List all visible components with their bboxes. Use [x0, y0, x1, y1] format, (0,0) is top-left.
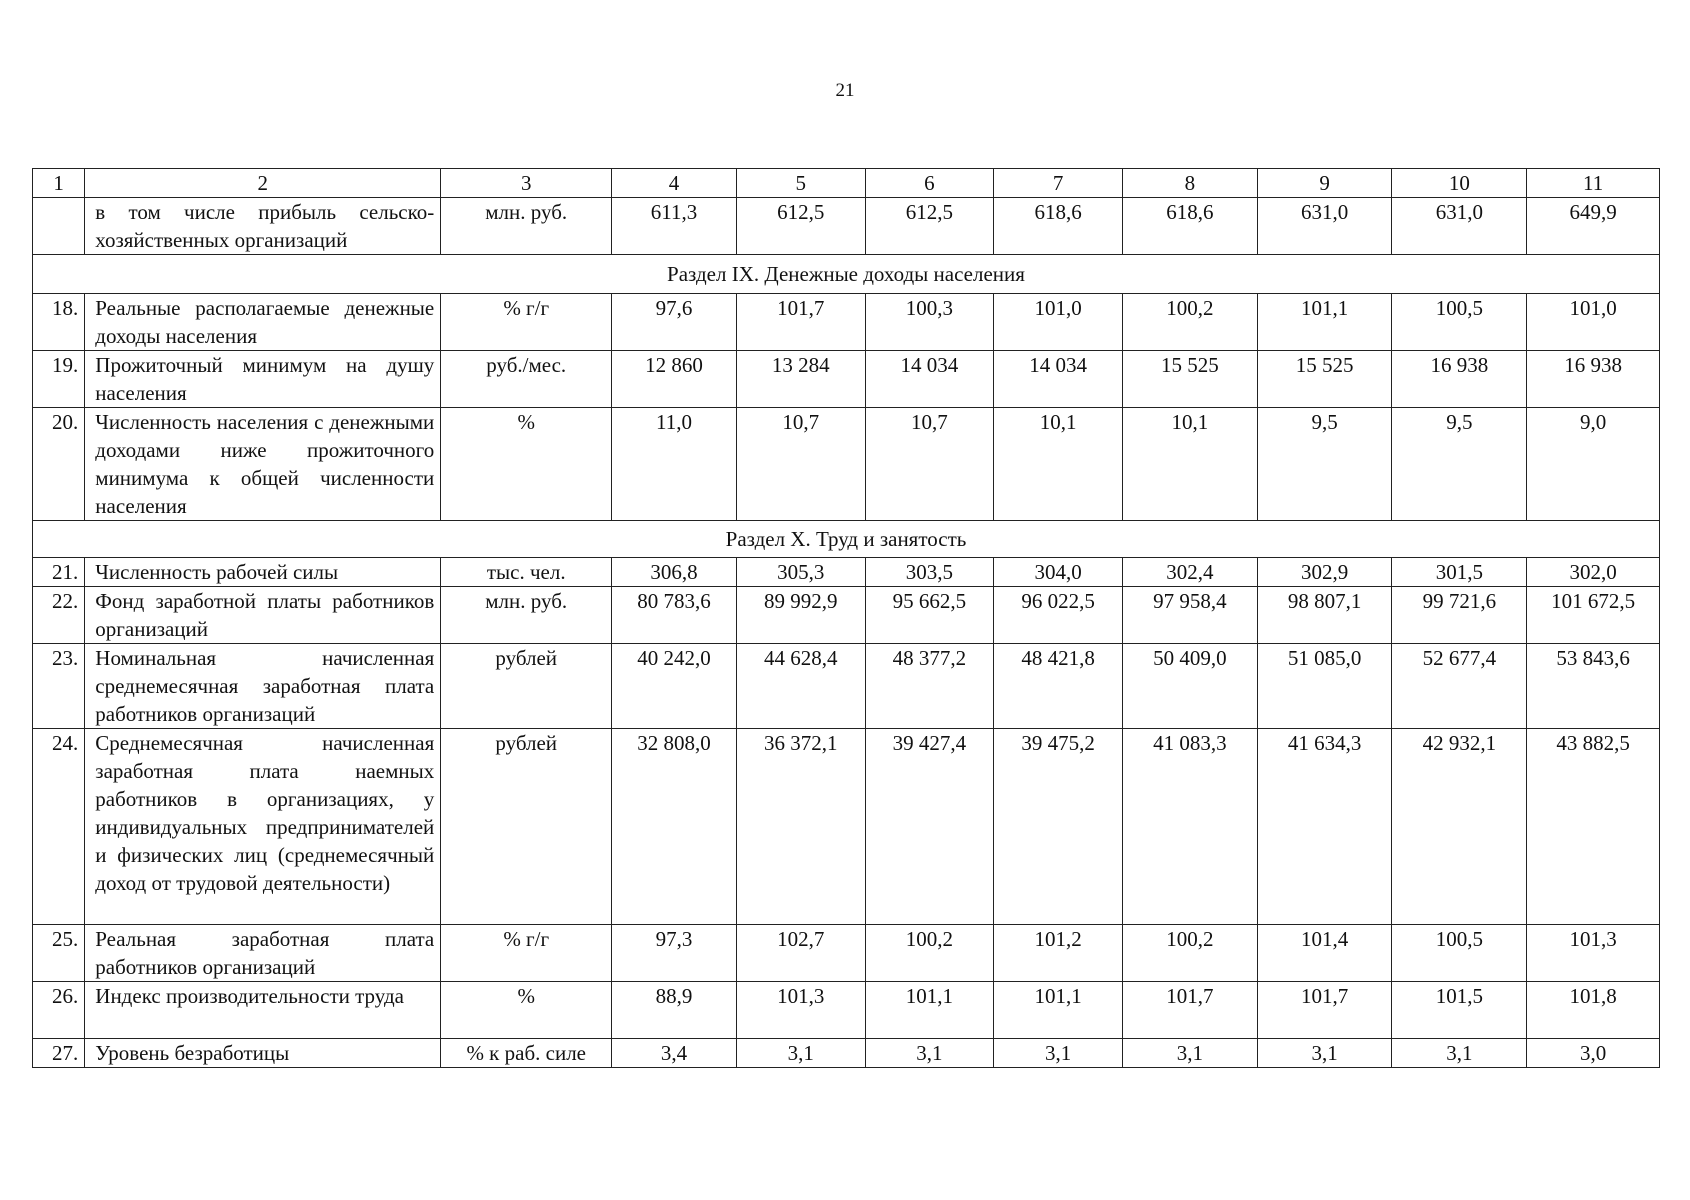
value-cell: 89 992,9	[736, 587, 865, 644]
row-number: 18.	[33, 294, 85, 351]
unit-cell: рублей	[441, 729, 612, 925]
value-cell: 9,0	[1527, 408, 1660, 521]
column-number: 1	[33, 169, 85, 198]
value-cell: 302,9	[1257, 558, 1392, 587]
row-number: 21.	[33, 558, 85, 587]
table-row	[33, 351, 1660, 408]
row-number: 26.	[33, 982, 85, 1039]
indicator-name: Реальная заработная плата работников организаций	[85, 925, 441, 982]
value-cell: 16 938	[1527, 351, 1660, 408]
table-row	[33, 982, 1660, 1039]
value-cell: 101,1	[994, 982, 1123, 1039]
value-cell: 39 475,2	[994, 729, 1123, 925]
value-cell: 9,5	[1392, 408, 1527, 521]
value-cell: 80 783,6	[612, 587, 737, 644]
value-cell: 9,5	[1257, 408, 1392, 521]
value-cell: 16 938	[1392, 351, 1527, 408]
table-row	[33, 729, 1660, 925]
value-cell: 53 843,6	[1527, 644, 1660, 729]
unit-cell: % к раб. силе	[441, 1039, 612, 1068]
value-cell: 100,3	[865, 294, 994, 351]
value-cell: 97,6	[612, 294, 737, 351]
row-number: 24.	[33, 729, 85, 925]
value-cell: 301,5	[1392, 558, 1527, 587]
column-number: 3	[441, 169, 612, 198]
value-cell: 14 034	[865, 351, 994, 408]
table-row	[33, 925, 1660, 982]
column-number: 4	[612, 169, 737, 198]
row-number: 23.	[33, 644, 85, 729]
value-cell: 11,0	[612, 408, 737, 521]
value-cell: 102,7	[736, 925, 865, 982]
value-cell: 631,0	[1392, 198, 1527, 255]
value-cell: 3,1	[994, 1039, 1123, 1068]
value-cell: 44 628,4	[736, 644, 865, 729]
value-cell: 100,5	[1392, 294, 1527, 351]
value-cell: 96 022,5	[994, 587, 1123, 644]
value-cell: 101,7	[1257, 982, 1392, 1039]
value-cell: 101,2	[994, 925, 1123, 982]
value-cell: 631,0	[1257, 198, 1392, 255]
unit-cell: млн. руб.	[441, 198, 612, 255]
section-title: Раздел IX. Денежные доходы населения	[33, 255, 1660, 294]
value-cell: 48 421,8	[994, 644, 1123, 729]
forecast-table	[32, 168, 1660, 1068]
indicator-name: Фонд заработной платы работников организаций	[85, 587, 441, 644]
value-cell: 612,5	[865, 198, 994, 255]
value-cell: 101 672,5	[1527, 587, 1660, 644]
value-cell: 100,5	[1392, 925, 1527, 982]
value-cell: 101,7	[1122, 982, 1257, 1039]
table-row	[33, 558, 1660, 587]
table-row	[33, 198, 1660, 255]
column-number: 6	[865, 169, 994, 198]
value-cell: 306,8	[612, 558, 737, 587]
value-cell: 48 377,2	[865, 644, 994, 729]
column-number: 2	[85, 169, 441, 198]
value-cell: 304,0	[994, 558, 1123, 587]
value-cell: 50 409,0	[1122, 644, 1257, 729]
page-number: 21	[835, 80, 855, 101]
value-cell: 98 807,1	[1257, 587, 1392, 644]
value-cell: 3,1	[736, 1039, 865, 1068]
value-cell: 43 882,5	[1527, 729, 1660, 925]
column-number: 10	[1392, 169, 1527, 198]
value-cell: 88,9	[612, 982, 737, 1039]
column-number: 8	[1122, 169, 1257, 198]
value-cell: 97 958,4	[1122, 587, 1257, 644]
column-number-row	[33, 169, 1660, 198]
indicator-name: в том числе прибыль сельско-хозяйственных организаций	[85, 198, 441, 255]
value-cell: 100,2	[1122, 925, 1257, 982]
value-cell: 13 284	[736, 351, 865, 408]
value-cell: 3,0	[1527, 1039, 1660, 1068]
value-cell: 101,8	[1527, 982, 1660, 1039]
unit-cell: тыс. чел.	[441, 558, 612, 587]
value-cell: 95 662,5	[865, 587, 994, 644]
section-row	[33, 255, 1660, 294]
value-cell: 101,3	[1527, 925, 1660, 982]
table-row	[33, 294, 1660, 351]
row-number: 27.	[33, 1039, 85, 1068]
unit-cell: млн. руб.	[441, 587, 612, 644]
value-cell: 3,1	[1257, 1039, 1392, 1068]
value-cell: 101,4	[1257, 925, 1392, 982]
value-cell: 3,1	[1392, 1039, 1527, 1068]
indicator-name: Среднемесячная начисленная заработная плата наемных работников в организациях, у индивидуальных предпринимателей и физических лиц (среднемесячный доход от трудовой деятельности)	[85, 729, 441, 925]
section-title: Раздел X. Труд и занятость	[33, 521, 1660, 558]
value-cell: 99 721,6	[1392, 587, 1527, 644]
unit-cell: % г/г	[441, 294, 612, 351]
column-number: 7	[994, 169, 1123, 198]
value-cell: 101,0	[1527, 294, 1660, 351]
value-cell: 611,3	[612, 198, 737, 255]
unit-cell: рублей	[441, 644, 612, 729]
value-cell: 40 242,0	[612, 644, 737, 729]
value-cell: 52 677,4	[1392, 644, 1527, 729]
indicator-name: Номинальная начисленная среднемесячная заработная плата работников организаций	[85, 644, 441, 729]
row-number: 25.	[33, 925, 85, 982]
value-cell: 10,1	[1122, 408, 1257, 521]
unit-cell: руб./мес.	[441, 351, 612, 408]
table-row	[33, 644, 1660, 729]
value-cell: 100,2	[865, 925, 994, 982]
value-cell: 101,7	[736, 294, 865, 351]
value-cell: 3,1	[1122, 1039, 1257, 1068]
value-cell: 10,7	[736, 408, 865, 521]
value-cell: 41 083,3	[1122, 729, 1257, 925]
column-number: 9	[1257, 169, 1392, 198]
value-cell: 649,9	[1527, 198, 1660, 255]
value-cell: 14 034	[994, 351, 1123, 408]
row-number: 22.	[33, 587, 85, 644]
value-cell: 39 427,4	[865, 729, 994, 925]
value-cell: 302,0	[1527, 558, 1660, 587]
value-cell: 51 085,0	[1257, 644, 1392, 729]
value-cell: 303,5	[865, 558, 994, 587]
indicator-name: Численность рабочей силы	[85, 558, 441, 587]
indicator-name: Прожиточный минимум на душу населения	[85, 351, 441, 408]
value-cell: 12 860	[612, 351, 737, 408]
value-cell: 101,1	[865, 982, 994, 1039]
table-row	[33, 408, 1660, 521]
unit-cell: % г/г	[441, 925, 612, 982]
row-number: 19.	[33, 351, 85, 408]
value-cell: 97,3	[612, 925, 737, 982]
indicator-name: Индекс производительности труда	[85, 982, 441, 1039]
value-cell: 15 525	[1122, 351, 1257, 408]
value-cell: 101,5	[1392, 982, 1527, 1039]
section-row	[33, 521, 1660, 558]
value-cell: 3,1	[865, 1039, 994, 1068]
table-row	[33, 1039, 1660, 1068]
value-cell: 101,1	[1257, 294, 1392, 351]
value-cell: 618,6	[994, 198, 1123, 255]
value-cell: 10,7	[865, 408, 994, 521]
value-cell: 3,4	[612, 1039, 737, 1068]
value-cell: 36 372,1	[736, 729, 865, 925]
value-cell: 101,3	[736, 982, 865, 1039]
indicator-name: Численность населения с денежными доходами ниже прожиточного минимума к общей численности населения	[85, 408, 441, 521]
value-cell: 101,0	[994, 294, 1123, 351]
value-cell: 32 808,0	[612, 729, 737, 925]
value-cell: 41 634,3	[1257, 729, 1392, 925]
table-body	[33, 169, 1660, 1068]
value-cell: 618,6	[1122, 198, 1257, 255]
unit-cell: %	[441, 982, 612, 1039]
column-number: 5	[736, 169, 865, 198]
row-number: 20.	[33, 408, 85, 521]
column-number: 11	[1527, 169, 1660, 198]
value-cell: 10,1	[994, 408, 1123, 521]
indicator-name: Уровень безработицы	[85, 1039, 441, 1068]
value-cell: 305,3	[736, 558, 865, 587]
value-cell: 302,4	[1122, 558, 1257, 587]
unit-cell: %	[441, 408, 612, 521]
value-cell: 15 525	[1257, 351, 1392, 408]
table-row	[33, 587, 1660, 644]
value-cell: 612,5	[736, 198, 865, 255]
value-cell: 42 932,1	[1392, 729, 1527, 925]
value-cell: 100,2	[1122, 294, 1257, 351]
indicator-name: Реальные располагаемые денежные доходы населения	[85, 294, 441, 351]
row-number	[33, 198, 85, 255]
